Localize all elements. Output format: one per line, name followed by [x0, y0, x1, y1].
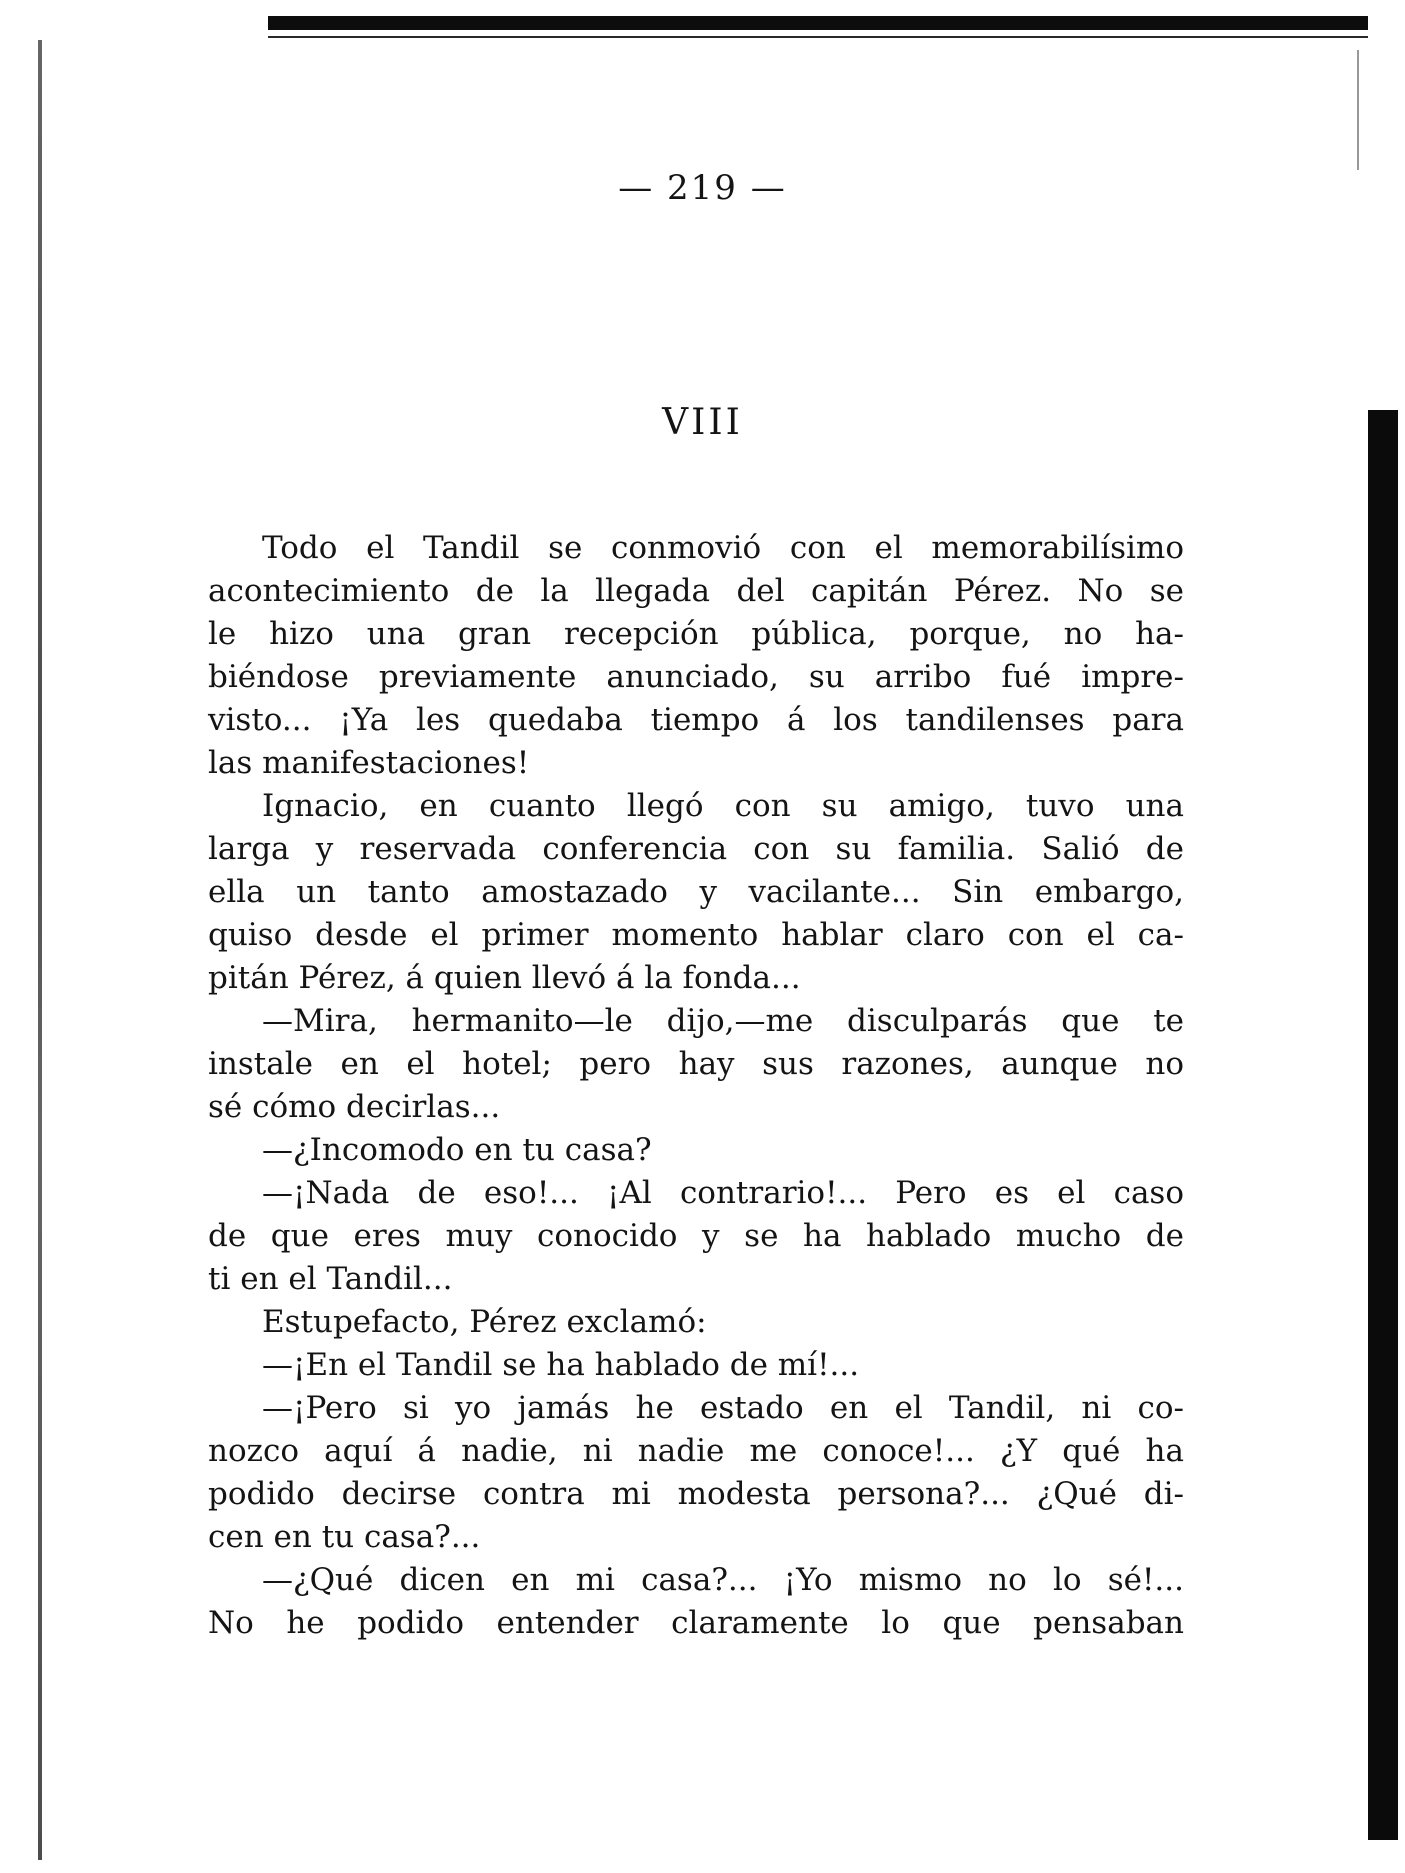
right-page-edge-mark [1357, 50, 1359, 170]
text-line: podido decirse contra mi modesta persona?... ¿Qué di- [208, 1476, 1184, 1512]
text-line: las manifestaciones! [208, 745, 530, 781]
text-line: larga y reservada conferencia con su familia. Salió de [208, 831, 1184, 867]
top-border-rule [268, 16, 1368, 30]
text-line: No he podido entender claramente lo que pensaban [208, 1605, 1184, 1641]
text-line: pitán Pérez, á quien llevó á la fonda... [208, 960, 801, 996]
text-line: cen en tu casa?... [208, 1519, 481, 1555]
text-line: Estupefacto, Pérez exclamó: [262, 1304, 707, 1340]
text-line: biéndose previamente anunciado, su arribo fué impre- [208, 659, 1184, 695]
text-line: —¡Nada de eso!... ¡Al contrario!... Pero es el caso [262, 1175, 1184, 1211]
body-text [208, 527, 1184, 1645]
text-line: —¿Qué dicen en mi casa?... ¡Yo mismo no lo sé!... [262, 1562, 1184, 1598]
text-line: visto... ¡Ya les quedaba tiempo á los tandilenses para [208, 702, 1184, 738]
page-number: — 219 — [618, 168, 787, 208]
text-line: nozco aquí á nadie, ni nadie me conoce!... ¿Y qué ha [208, 1433, 1184, 1469]
text-line: ti en el Tandil... [208, 1261, 453, 1297]
text-line: —¿Incomodo en tu casa? [262, 1132, 652, 1168]
left-page-edge [38, 40, 42, 1860]
text-line: Todo el Tandil se conmovió con el memorabilísimo [262, 530, 1184, 566]
text-line: —Mira, hermanito—le dijo,—me disculparás que te [262, 1003, 1184, 1039]
text-line: ella un tanto amostazado y vacilante... Sin embargo, [208, 874, 1184, 910]
right-page-edge [1368, 410, 1398, 1840]
chapter-heading: VIII [662, 402, 743, 443]
text-line: Ignacio, en cuanto llegó con su amigo, tuvo una [262, 788, 1184, 824]
text-line: —¡En el Tandil se ha hablado de mí!... [262, 1347, 860, 1383]
top-border-thin-rule [268, 36, 1368, 38]
text-line: —¡Pero si yo jamás he estado en el Tandil, ni co- [262, 1390, 1184, 1426]
text-line: quiso desde el primer momento hablar claro con el ca- [208, 917, 1184, 953]
text-line: instale en el hotel; pero hay sus razones, aunque no [208, 1046, 1184, 1082]
text-line: de que eres muy conocido y se ha hablado mucho de [208, 1218, 1184, 1254]
text-line: le hizo una gran recepción pública, porque, no ha- [208, 616, 1184, 652]
text-line: sé cómo decirlas... [208, 1089, 501, 1125]
text-line: acontecimiento de la llegada del capitán Pérez. No se [208, 573, 1184, 609]
